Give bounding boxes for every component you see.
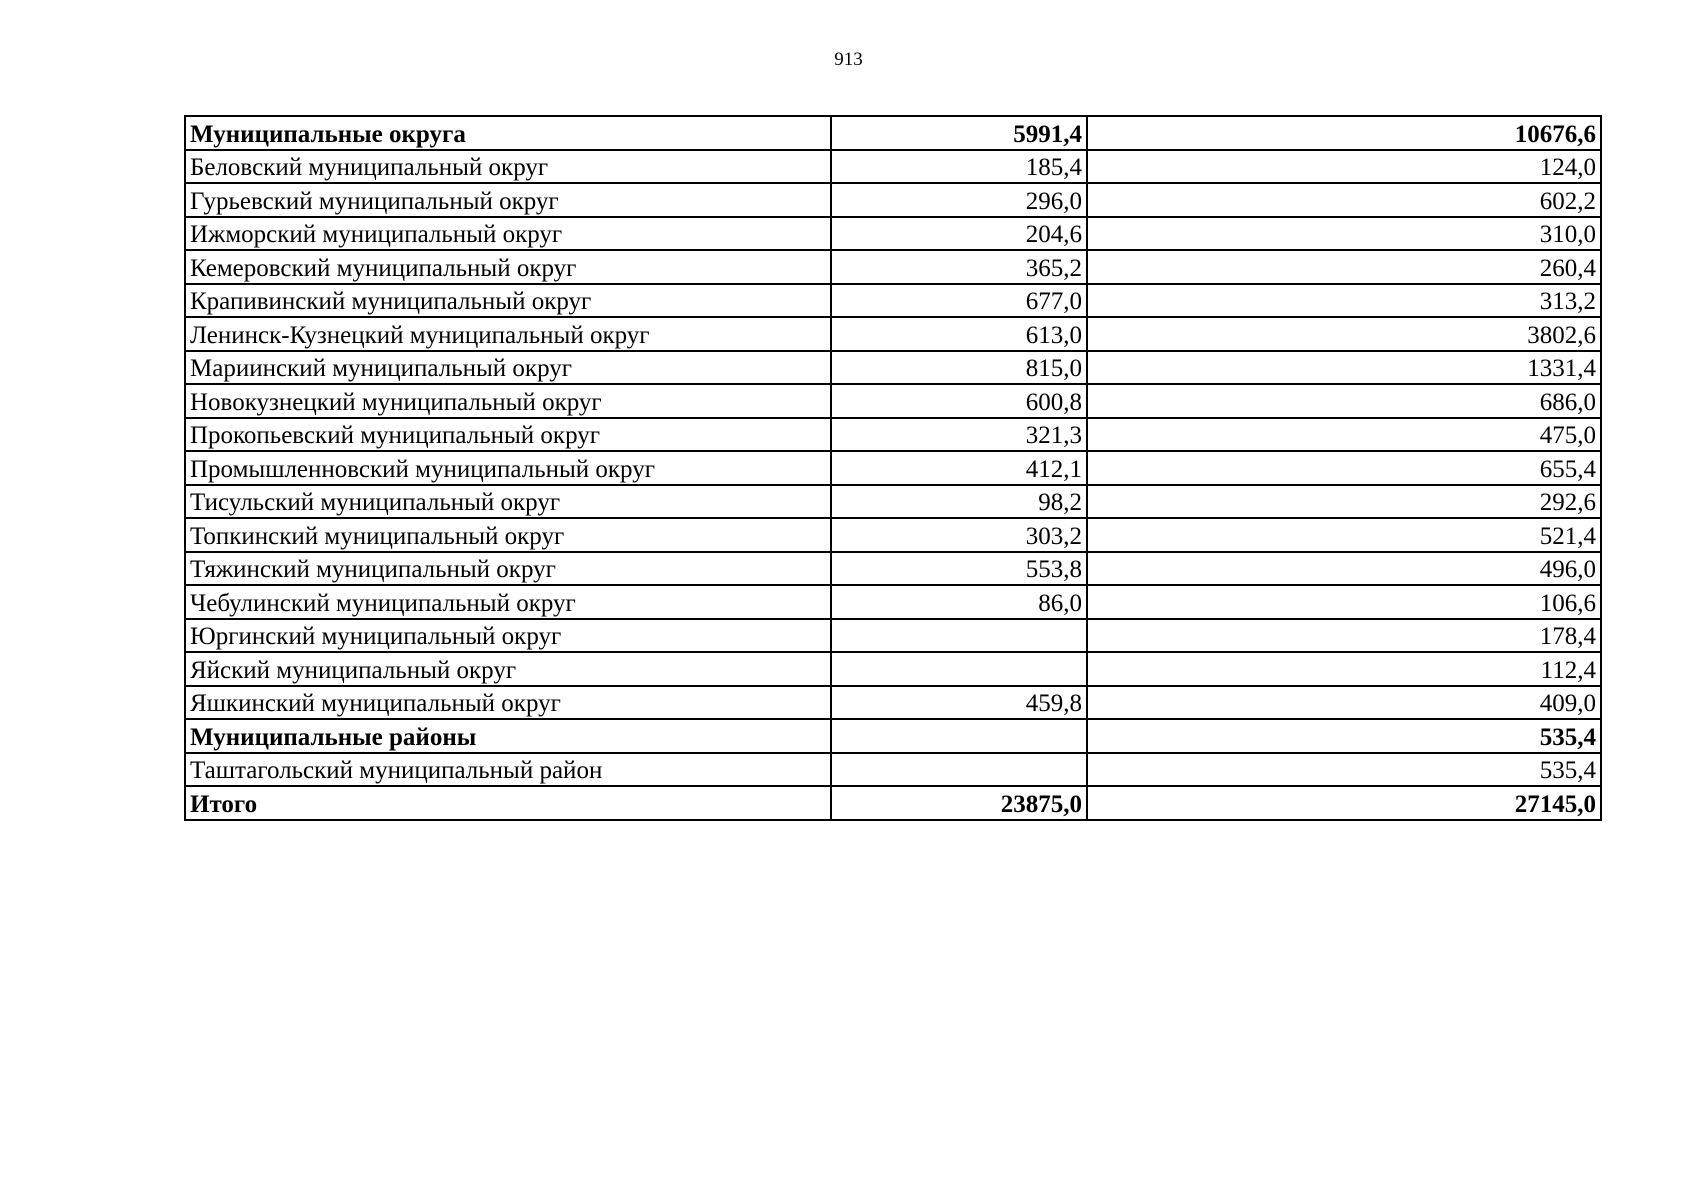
- row-value-2-cell: 310,0: [1087, 217, 1601, 251]
- row-value-2-cell: 1331,4: [1087, 351, 1601, 385]
- table-body: [185, 116, 1601, 820]
- table-row: [185, 418, 1601, 452]
- row-name-cell: Муниципальные округа: [185, 116, 831, 150]
- row-value-1-cell: 815,0: [831, 351, 1087, 385]
- row-name-cell: Яйский муниципальный округ: [185, 652, 831, 686]
- row-name-cell: Ижморский муниципальный округ: [185, 217, 831, 251]
- table-row: [185, 451, 1601, 485]
- row-name-cell: Прокопьевский муниципальный округ: [185, 418, 831, 452]
- row-value-1-cell: 365,2: [831, 250, 1087, 284]
- row-value-1-cell: 677,0: [831, 284, 1087, 318]
- table-row: [185, 217, 1601, 251]
- table-row: [185, 686, 1601, 720]
- row-value-2-cell: 496,0: [1087, 552, 1601, 586]
- row-value-1-cell: 204,6: [831, 217, 1087, 251]
- row-name-cell: Тисульский муниципальный округ: [185, 485, 831, 519]
- row-value-2-cell: 313,2: [1087, 284, 1601, 318]
- row-value-1-cell: 600,8: [831, 384, 1087, 418]
- row-name-cell: Беловский муниципальный округ: [185, 150, 831, 184]
- row-value-2-cell: 27145,0: [1087, 786, 1601, 820]
- row-value-1-cell: [831, 652, 1087, 686]
- row-value-2-cell: 10676,6: [1087, 116, 1601, 150]
- table-row: [185, 585, 1601, 619]
- row-name-cell: Ленинск-Кузнецкий муниципальный округ: [185, 317, 831, 351]
- row-value-2-cell: 535,4: [1087, 753, 1601, 787]
- table-row: [185, 150, 1601, 184]
- row-name-cell: Таштагольский муниципальный район: [185, 753, 831, 787]
- row-value-2-cell: 3802,6: [1087, 317, 1601, 351]
- row-value-1-cell: 321,3: [831, 418, 1087, 452]
- table-row: [185, 719, 1601, 753]
- row-value-2-cell: 292,6: [1087, 485, 1601, 519]
- row-name-cell: Топкинский муниципальный округ: [185, 518, 831, 552]
- table-row: [185, 250, 1601, 284]
- row-value-2-cell: 535,4: [1087, 719, 1601, 753]
- row-name-cell: Яшкинский муниципальный округ: [185, 686, 831, 720]
- row-name-cell: Гурьевский муниципальный округ: [185, 183, 831, 217]
- table-row: [185, 518, 1601, 552]
- row-name-cell: Новокузнецкий муниципальный округ: [185, 384, 831, 418]
- row-value-2-cell: 602,2: [1087, 183, 1601, 217]
- row-value-1-cell: 412,1: [831, 451, 1087, 485]
- table-row: [185, 351, 1601, 385]
- table-row: [185, 753, 1601, 787]
- row-name-cell: Кемеровский муниципальный округ: [185, 250, 831, 284]
- row-value-1-cell: 459,8: [831, 686, 1087, 720]
- row-value-1-cell: 23875,0: [831, 786, 1087, 820]
- table-row: [185, 183, 1601, 217]
- row-value-2-cell: 409,0: [1087, 686, 1601, 720]
- row-value-1-cell: 185,4: [831, 150, 1087, 184]
- table-row: [185, 485, 1601, 519]
- row-value-2-cell: 106,6: [1087, 585, 1601, 619]
- table-row: [185, 552, 1601, 586]
- row-value-2-cell: 260,4: [1087, 250, 1601, 284]
- data-table: [184, 115, 1602, 821]
- row-value-1-cell: 86,0: [831, 585, 1087, 619]
- row-value-1-cell: [831, 619, 1087, 653]
- row-name-cell: Юргинский муниципальный округ: [185, 619, 831, 653]
- row-value-2-cell: 124,0: [1087, 150, 1601, 184]
- row-value-1-cell: 5991,4: [831, 116, 1087, 150]
- row-value-2-cell: 655,4: [1087, 451, 1601, 485]
- row-name-cell: Крапивинский муниципальный округ: [185, 284, 831, 318]
- table-row: [185, 786, 1601, 820]
- table-row: [185, 652, 1601, 686]
- row-value-1-cell: [831, 753, 1087, 787]
- row-value-1-cell: 613,0: [831, 317, 1087, 351]
- row-name-cell: Чебулинский муниципальный округ: [185, 585, 831, 619]
- page-number: 913: [834, 49, 863, 70]
- row-value-2-cell: 112,4: [1087, 652, 1601, 686]
- row-value-1-cell: 303,2: [831, 518, 1087, 552]
- row-value-1-cell: 296,0: [831, 183, 1087, 217]
- row-name-cell: Муниципальные районы: [185, 719, 831, 753]
- row-value-2-cell: 521,4: [1087, 518, 1601, 552]
- row-name-cell: Промышленновский муниципальный округ: [185, 451, 831, 485]
- table-row: [185, 384, 1601, 418]
- table-row: [185, 116, 1601, 150]
- row-name-cell: Мариинский муниципальный округ: [185, 351, 831, 385]
- row-value-2-cell: 475,0: [1087, 418, 1601, 452]
- row-name-cell: Итого: [185, 786, 831, 820]
- row-value-1-cell: [831, 719, 1087, 753]
- row-value-1-cell: 553,8: [831, 552, 1087, 586]
- row-name-cell: Тяжинский муниципальный округ: [185, 552, 831, 586]
- table-row: [185, 284, 1601, 318]
- row-value-2-cell: 178,4: [1087, 619, 1601, 653]
- table-row: [185, 619, 1601, 653]
- row-value-2-cell: 686,0: [1087, 384, 1601, 418]
- row-value-1-cell: 98,2: [831, 485, 1087, 519]
- table-row: [185, 317, 1601, 351]
